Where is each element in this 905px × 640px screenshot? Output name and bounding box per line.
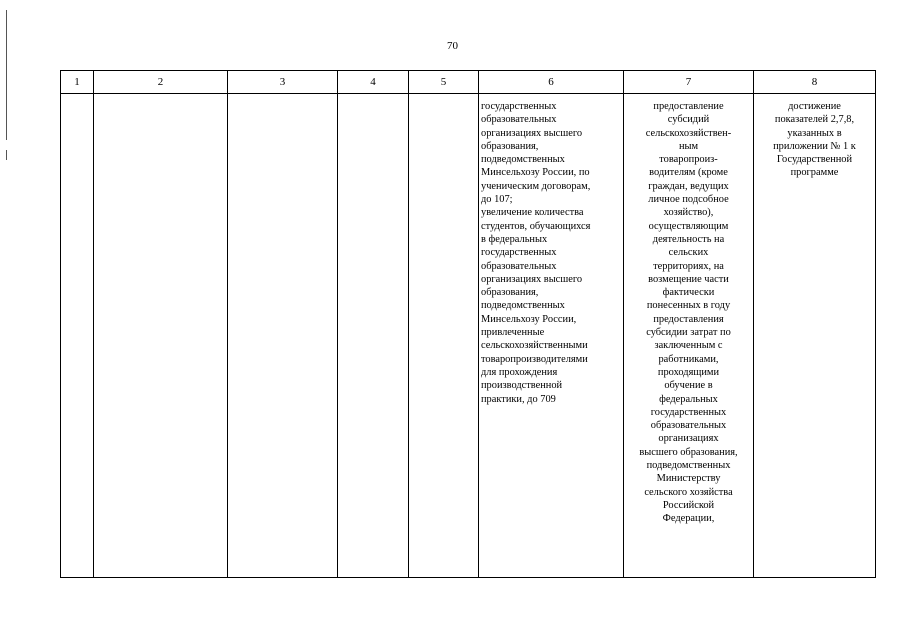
column-header-8: 8	[754, 71, 876, 94]
indicator-text-line: образовательных	[481, 260, 557, 272]
scan-edge-mark-bottom	[6, 150, 7, 160]
column-header-1: 1	[61, 71, 94, 94]
measure-text-line: проходящими	[657, 366, 720, 378]
indicator-text-line: подведомственных	[481, 300, 565, 312]
measure-text-line: организациях	[658, 433, 719, 445]
indicator-text-line: образования,	[481, 140, 539, 152]
indicator-text-line: увеличение количества	[481, 207, 584, 219]
indicator-text-line: организациях высшего	[481, 127, 583, 139]
measure-text-line: образовательных	[650, 420, 727, 432]
measure-text-line: понесенных в году	[646, 300, 731, 312]
cell-col-7	[624, 94, 754, 578]
measure-text-line: водителям (кроме	[649, 167, 728, 179]
column-header-5: 5	[409, 71, 479, 94]
measure-text-line: личное подсобное	[648, 194, 729, 206]
table-row	[61, 94, 876, 578]
indicator-text-line: образовательных	[481, 114, 557, 126]
measure-text-line: сельскохозяйствен-	[645, 127, 732, 139]
measure-text-line: федеральных	[659, 393, 718, 405]
cell-col-8	[754, 94, 876, 578]
measure-text-line: сельского хозяйства	[644, 486, 733, 498]
indicator-text-line: образования,	[481, 287, 539, 299]
column-header-4: 4	[338, 71, 409, 94]
measure-text-line: работниками,	[658, 353, 719, 365]
cell-col-3	[228, 94, 338, 578]
indicator-text-line: Минсельхозу России, по	[481, 167, 590, 179]
measure-text-line: хозяйство),	[663, 207, 714, 219]
indicator-text-line: в федеральных	[481, 233, 548, 245]
indicator-text-line: студентов, обучающихся	[481, 220, 591, 232]
measure-text-line: обучение в	[664, 380, 713, 392]
measure-text-line: высшего образования,	[639, 446, 738, 458]
indicator-text-line: сельскохозяйственными	[481, 340, 588, 352]
indicator-text-line: для прохождения	[481, 366, 558, 378]
indicator-text-line: подведомственных	[481, 154, 565, 166]
column-header-7: 7	[624, 71, 754, 94]
cell-col-6	[479, 94, 624, 578]
measure-text-line: сельских	[668, 247, 709, 259]
measure-text-line: субсидии затрат по	[646, 327, 731, 339]
cell-col-2	[94, 94, 228, 578]
column-header-3: 3	[228, 71, 338, 94]
measure-text-line: территориях, на	[653, 260, 724, 272]
header-row	[61, 71, 876, 94]
indicator-text-line: практики, до 709	[481, 393, 556, 405]
measure-text-line: предоставление	[653, 101, 724, 112]
measure-text-line: заключенным с	[654, 340, 723, 352]
measure-text-line: предоставления	[653, 313, 724, 325]
column-header-6: 6	[479, 71, 624, 94]
measure-text-line: фактически	[662, 287, 715, 299]
page-number: 70	[447, 40, 458, 52]
indicator-text-line: привлеченные	[481, 327, 545, 339]
result-text-line: показателей 2,7,8,	[774, 114, 855, 126]
measure-text-line: товаропроиз-	[659, 154, 718, 166]
result-text-line: программе	[790, 167, 839, 179]
document-table	[60, 70, 876, 578]
cell-col-5	[409, 94, 479, 578]
result-text-line: указанных в	[787, 127, 842, 139]
measure-text-line: Российской	[662, 499, 715, 511]
result-text-line: достижение	[788, 101, 841, 112]
cell-col-1	[61, 94, 94, 578]
indicator-text-line: Минсельхозу России,	[481, 313, 577, 325]
indicator-text-line: государственных	[481, 247, 557, 259]
cell-col-4	[338, 94, 409, 578]
indicator-text-line: производственной	[481, 380, 563, 392]
measure-text-line: Министерству	[656, 473, 721, 485]
measure-text-line: Федерации,	[662, 513, 715, 525]
indicator-text-line: ученическим договорам,	[481, 180, 591, 192]
indicator-text-line: государственных	[481, 101, 557, 112]
measure-text	[624, 94, 753, 526]
scan-edge-mark-top	[6, 10, 7, 140]
result-text-line: приложении № 1 к	[773, 140, 856, 152]
measure-text-line: субсидий	[667, 114, 710, 126]
measure-text-line: осуществляющим	[648, 220, 729, 232]
result-text	[754, 94, 875, 180]
indicator-text	[479, 94, 623, 406]
measure-text-line: государственных	[650, 406, 727, 418]
indicator-text-line: организациях высшего	[481, 273, 583, 285]
result-text-line: Государственной	[776, 154, 853, 166]
indicator-text-line: товаропроизводителями	[481, 353, 588, 365]
measure-text-line: деятельность на	[652, 233, 725, 245]
measure-text-line: возмещение части	[648, 273, 729, 285]
measure-text-line: подведомственных	[646, 460, 731, 472]
measure-text-line: граждан, ведущих	[648, 180, 729, 192]
indicator-text-line: до 107;	[481, 194, 513, 206]
column-header-2: 2	[94, 71, 228, 94]
measure-text-line: ным	[678, 140, 699, 152]
